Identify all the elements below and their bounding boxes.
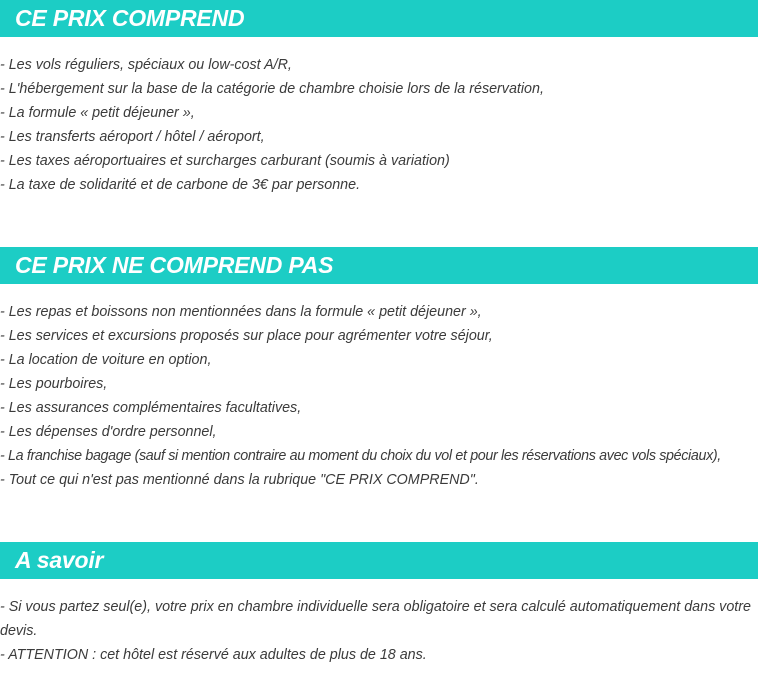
section-good-to-know (0, 542, 758, 667)
list-item: - Les vols réguliers, spéciaux ou low-cost A/R, (0, 57, 292, 73)
list-item: - Les services et excursions proposés sur place pour agrémenter votre séjour, (0, 328, 493, 344)
good-to-know-list (0, 595, 752, 667)
list-item: - La franchise bagage (sauf si mention contraire au moment du choix du vol et pour les réservations avec vols spéciaux), (0, 448, 721, 464)
list-item: - Tout ce qui n'est pas mentionné dans la rubrique "CE PRIX COMPREND". (0, 472, 479, 488)
section-not-included (0, 247, 758, 492)
list-item: - Les dépenses d'ordre personnel, (0, 424, 217, 440)
not-included-list (0, 300, 758, 492)
section-title: A savoir (15, 547, 104, 573)
section-title: CE PRIX NE COMPREND PAS (15, 252, 334, 278)
list-item: - La taxe de solidarité et de carbone de 3€ par personne. (0, 177, 361, 193)
section-banner (0, 542, 758, 579)
list-item: - La location de voiture en option, (0, 352, 212, 368)
list-item: - Les assurances complémentaires facultatives, (0, 400, 302, 416)
section-title: CE PRIX COMPREND (15, 5, 245, 31)
list-item: - Les pourboires, (0, 376, 108, 392)
list-item: - Les taxes aéroportuaires et surcharges carburant (soumis à variation) (0, 153, 450, 169)
section-banner (0, 247, 758, 284)
list-item: - Si vous partez seul(e), votre prix en chambre individuelle sera obligatoire et sera calculé automatiquement dans votre devis. (0, 599, 751, 639)
section-included (0, 0, 758, 197)
list-item: - ATTENTION : cet hôtel est réservé aux adultes de plus de 18 ans. (0, 647, 427, 663)
list-item: - Les transferts aéroport / hôtel / aéroport, (0, 129, 265, 145)
section-banner (0, 0, 758, 37)
list-item: - La formule « petit déjeuner », (0, 105, 195, 121)
included-list (0, 53, 758, 197)
list-item: - Les repas et boissons non mentionnées dans la formule « petit déjeuner », (0, 304, 482, 320)
list-item: - L'hébergement sur la base de la catégorie de chambre choisie lors de la réservation, (0, 81, 544, 97)
